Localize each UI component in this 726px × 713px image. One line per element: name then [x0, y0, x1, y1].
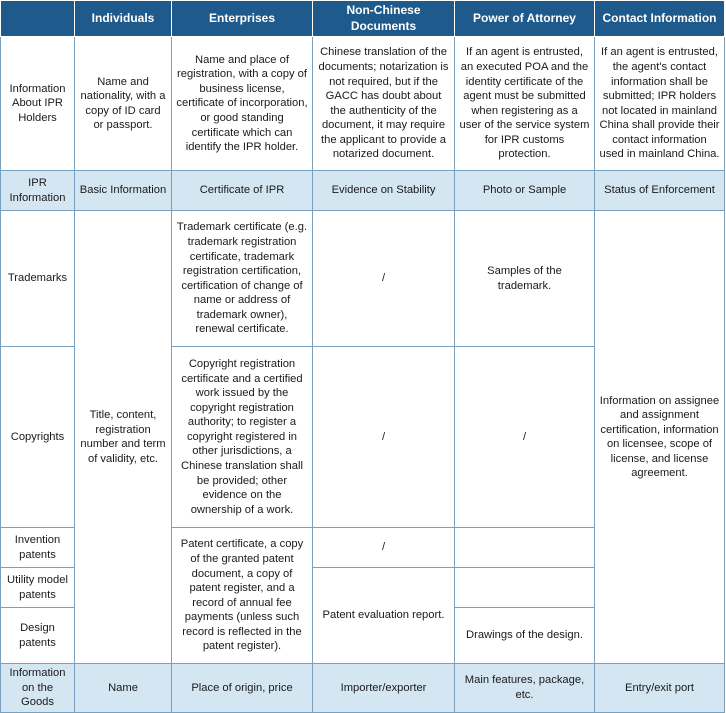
cell-goods-origin-price: Place of origin, price — [172, 664, 313, 713]
row-label-copyrights: Copyrights — [1, 347, 75, 528]
col-header-non-chinese-documents: Non-Chinese Documents — [313, 1, 455, 37]
cell-trademarks-photo: Samples of the trademark. — [455, 211, 595, 347]
cell-design-photo: Drawings of the design. — [455, 608, 595, 664]
corner-cell — [1, 1, 75, 37]
cell-holders-contact: If an agent is entrusted, the agent's contact information shall be submitted; IPR holders not located in mainland China shall provide their contact information used in mainland China. — [595, 37, 725, 171]
row-label-design-patents: Design patents — [1, 608, 75, 664]
cell-patent-evaluation-report: Patent evaluation report. — [313, 568, 455, 664]
cell-status-of-enforcement-shared: Information on assignee and assignment certification, information on licensee, scope of license, and license agreement. — [595, 211, 725, 664]
cell-trademarks-certificate: Trademark certificate (e.g. trademark registration certificate, trademark registration certification, certification of change of name or address of trademark owner), renewal certificate. — [172, 211, 313, 347]
row-trademarks — [1, 211, 725, 347]
cell-goods-features-package: Main features, package, etc. — [455, 664, 595, 713]
row-label-utility-model-patents: Utility model patents — [1, 568, 75, 608]
cell-holders-non-chinese: Chinese translation of the documents; notarization is not required, but if the GACC has doubt about the authenticity of the document, it may require the applicant to provide a notarized document. — [313, 37, 455, 171]
subheader-photo-or-sample: Photo or Sample — [455, 171, 595, 211]
cell-utility-photo — [455, 568, 595, 608]
cell-invention-stability: / — [313, 528, 455, 568]
cell-goods-entry-exit-port: Entry/exit port — [595, 664, 725, 713]
row-label-ipr-holders: Information About IPR Holders — [1, 37, 75, 171]
col-header-power-of-attorney: Power of Attorney — [455, 1, 595, 37]
row-label-ipr-information: IPR Information — [1, 171, 75, 211]
cell-holders-individuals: Name and nationality, with a copy of ID card or passport. — [75, 37, 172, 171]
col-header-enterprises: Enterprises — [172, 1, 313, 37]
row-information-on-goods — [1, 664, 725, 713]
subheader-evidence-on-stability: Evidence on Stability — [313, 171, 455, 211]
row-label-invention-patents: Invention patents — [1, 528, 75, 568]
cell-invention-photo — [455, 528, 595, 568]
cell-copyrights-stability: / — [313, 347, 455, 528]
cell-basic-information-shared: Title, content, registration number and term of validity, etc. — [75, 211, 172, 664]
cell-goods-name: Name — [75, 664, 172, 713]
row-ipr-holders — [1, 37, 725, 171]
col-header-individuals: Individuals — [75, 1, 172, 37]
col-header-contact-information: Contact Information — [595, 1, 725, 37]
cell-goods-importer-exporter: Importer/exporter — [313, 664, 455, 713]
cell-copyrights-certificate: Copyright registration certificate and a certified work issued by the copyright registration authority; to register a copyright registered in other jurisdictions, a Chinese translation shall be provided; other evidence on the ownership of a work. — [172, 347, 313, 528]
header-row — [1, 1, 725, 37]
cell-trademarks-stability: / — [313, 211, 455, 347]
cell-holders-poa: If an agent is entrusted, an executed POA and the identity certificate of the agent must be submitted when registering as a user of the service system for IPR customs protection. — [455, 37, 595, 171]
row-label-trademarks: Trademarks — [1, 211, 75, 347]
row-ipr-information — [1, 171, 725, 211]
cell-patents-certificate: Patent certificate, a copy of the granted patent document, a copy of patent register, and a record of annual fee payments (unless such record is reflected in the patent register). — [172, 528, 313, 664]
subheader-certificate-of-ipr: Certificate of IPR — [172, 171, 313, 211]
cell-copyrights-photo: / — [455, 347, 595, 528]
cell-holders-enterprises: Name and place of registration, with a copy of business license, certificate of incorporation, or good standing certificate which can identify the IPR holder. — [172, 37, 313, 171]
subheader-status-of-enforcement: Status of Enforcement — [595, 171, 725, 211]
row-label-information-on-goods: Information on the Goods — [1, 664, 75, 713]
subheader-basic-information: Basic Information — [75, 171, 172, 211]
